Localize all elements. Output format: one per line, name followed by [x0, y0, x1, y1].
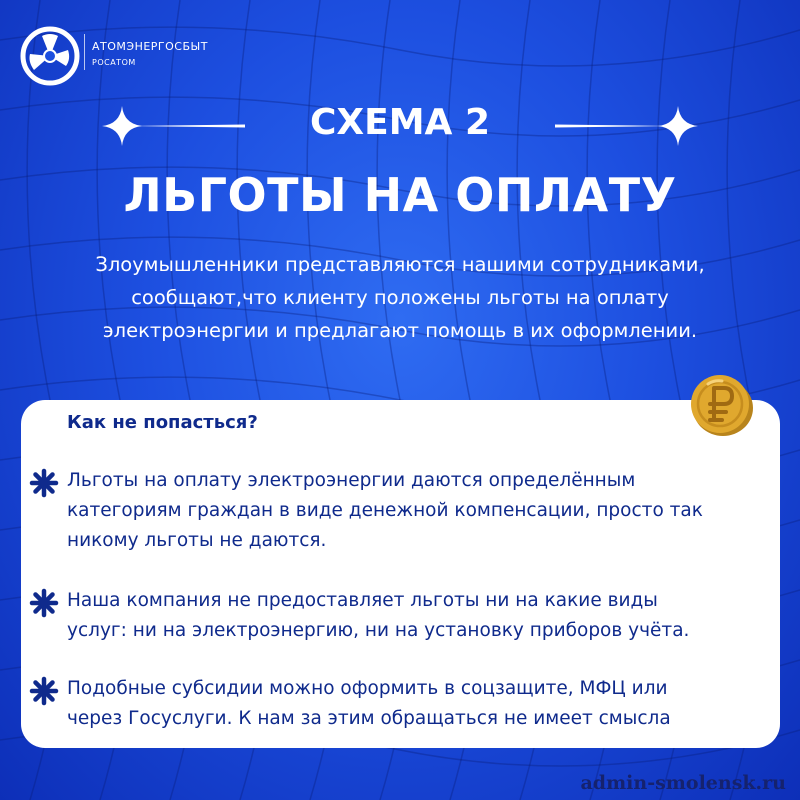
list-item-line: никому льготы не даются. [67, 530, 327, 551]
watermark: admin-smolensk.ru [580, 772, 786, 794]
list-item-line: через Госуслуги. К нам за этим обращаться не имеет смысла [67, 708, 671, 729]
page-title: ЛЬГОТЫ НА ОПЛАТУ [123, 168, 677, 222]
asterisk-flower-icon [29, 468, 59, 498]
tips-card [21, 400, 780, 748]
intro-line: сообщают,что клиенту положены льготы на оплату [131, 286, 669, 309]
intro-paragraph [30, 248, 770, 347]
intro-line: Злоумышленники представляются нашими сотрудниками, [95, 253, 705, 276]
list-item-text [67, 466, 767, 556]
list-item-line: категориям граждан в виде денежной компенсации, просто так [67, 500, 703, 521]
card-heading: Как не попасться? [67, 412, 258, 433]
list-item-line: Наша компания не предоставляет льготы ни на какие виды [67, 590, 658, 611]
ruble-coin-icon [686, 370, 756, 440]
scheme-label: СХЕМА 2 [309, 102, 491, 143]
asterisk-flower-icon [29, 588, 59, 618]
list-item-text [67, 674, 767, 734]
intro-line: электроэнергии и предлагают помощь в их оформлении. [102, 319, 698, 342]
list-item-line: Подобные субсидии можно оформить в соцзащите, МФЦ или [67, 678, 668, 699]
rosatom-logo-icon [20, 26, 80, 86]
list-item-line: Льготы на оплату электроэнергии даются определённым [67, 470, 636, 491]
logo-divider [84, 34, 85, 70]
brand-subtitle: РОСАТОМ [92, 58, 136, 67]
asterisk-flower-icon [29, 676, 59, 706]
brand-name: АТОМЭНЕРГОСБЫТ [92, 40, 208, 53]
list-item-text [67, 586, 767, 646]
list-item-line: услуг: ни на электроэнергию, ни на установку приборов учёта. [67, 620, 690, 641]
